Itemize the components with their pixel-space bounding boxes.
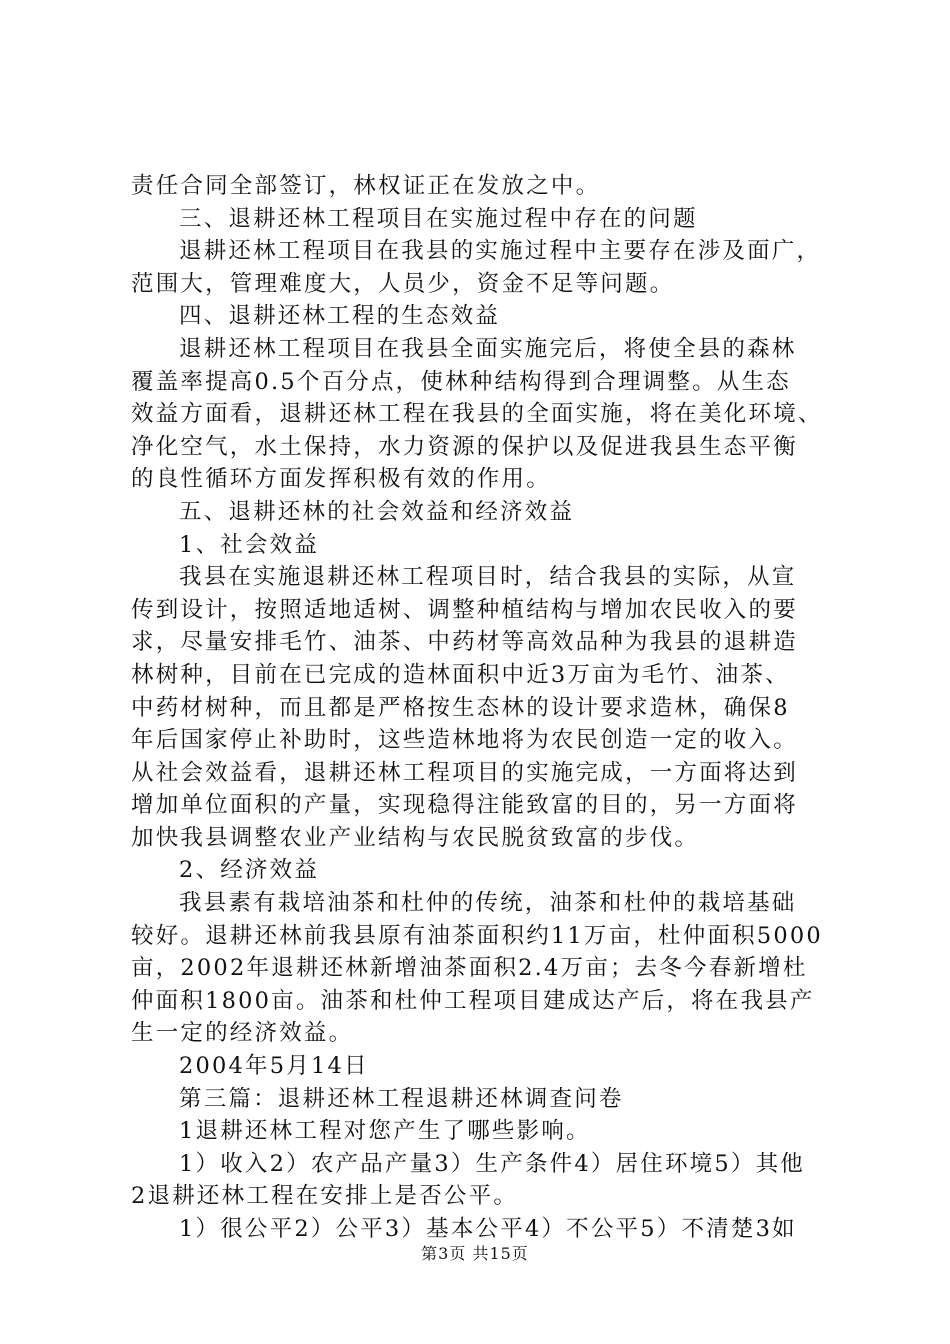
text-line: 加快我县调整农业产业结构与农民脱贫致富的步伐。	[131, 824, 700, 851]
text-line: 责任合同全部签订，林权证正在发放之中。	[131, 173, 601, 199]
text-line: 1）收入2）农产品产量3）生产条件4）居住环境5）其他	[179, 1150, 805, 1177]
text-line: 1）很公平2）公平3）基本公平4）不公平5）不清楚3如	[179, 1216, 797, 1242]
text-line: 退耕还林工程项目在我县全面实施完后，将使全县的森林	[179, 335, 797, 362]
text-line: 净化空气，水土保持，水力资源的保护以及促进我县生态平衡	[131, 433, 798, 460]
text-line: 第三篇：退耕还林工程退耕还林调查问卷	[179, 1085, 624, 1112]
document-body	[131, 170, 831, 1246]
text-line: 林树种，目前在已完成的造林面积中近3万亩为毛竹、油茶、	[131, 661, 790, 688]
text-line: 三、退耕还林工程项目在实施过程中存在的问题	[179, 205, 698, 232]
text-line: 生一定的经济效益。	[131, 1020, 354, 1047]
text-line: 求，尽量安排毛竹、油茶、中药材等高效品种为我县的退耕造	[131, 629, 798, 656]
text-line: 覆盖率提高0.5个百分点，使林种结构得到合理调整。从生态	[131, 368, 791, 395]
text-line: 较好。退耕还林前我县原有油茶面积约11万亩，杜仲面积5000	[131, 922, 823, 949]
text-line: 年后国家停止补助时，这些造林地将为农民创造一定的收入。	[131, 727, 798, 754]
text-line: 1退耕还林工程对您产生了哪些影响。	[179, 1118, 591, 1145]
text-line: 1、社会效益	[179, 531, 320, 558]
text-line: 2、经济效益	[179, 857, 320, 884]
text-line: 退耕还林工程项目在我县的实施过程中主要存在涉及面广，	[179, 238, 822, 265]
page-footer: 第3页 共15页	[421, 1244, 529, 1263]
text-line: 我县素有栽培油茶和杜仲的传统，油茶和杜仲的栽培基础	[179, 890, 797, 917]
text-line: 传到设计，按照适地适树、调整种植结构与增加农民收入的要	[131, 596, 798, 623]
text-line: 我县在实施退耕还林工程项目时，结合我县的实际，从宣	[179, 564, 797, 591]
text-line: 2004年5月14日	[179, 1053, 369, 1080]
text-line: 亩，2002年退耕还林新增油茶面积2.4万亩；去冬今春新增杜	[131, 955, 808, 982]
text-line: 效益方面看，退耕还林工程在我县的全面实施，将在美化环境、	[131, 401, 823, 428]
text-line: 四、退耕还林工程的生态效益	[179, 303, 501, 330]
text-line: 范围大，管理难度大，人员少，资金不足等问题。	[131, 270, 675, 297]
text-line: 五、退耕还林的社会效益和经济效益	[179, 498, 575, 525]
text-line: 的良性循环方面发挥积极有效的作用。	[131, 466, 551, 493]
text-line: 增加单位面积的产量，实现稳得注能致富的目的，另一方面将	[131, 792, 798, 819]
text-line: 中药材树种，而且都是严格按生态林的设计要求造林，确保8	[131, 694, 790, 721]
text-line: 仲面积1800亩。油茶和杜仲工程项目建成达产后，将在我县产	[131, 987, 815, 1014]
text-line: 2退耕还林工程在安排上是否公平。	[131, 1183, 519, 1210]
text-line: 从社会效益看，退耕还林工程项目的实施完成，一方面将达到	[131, 759, 798, 786]
